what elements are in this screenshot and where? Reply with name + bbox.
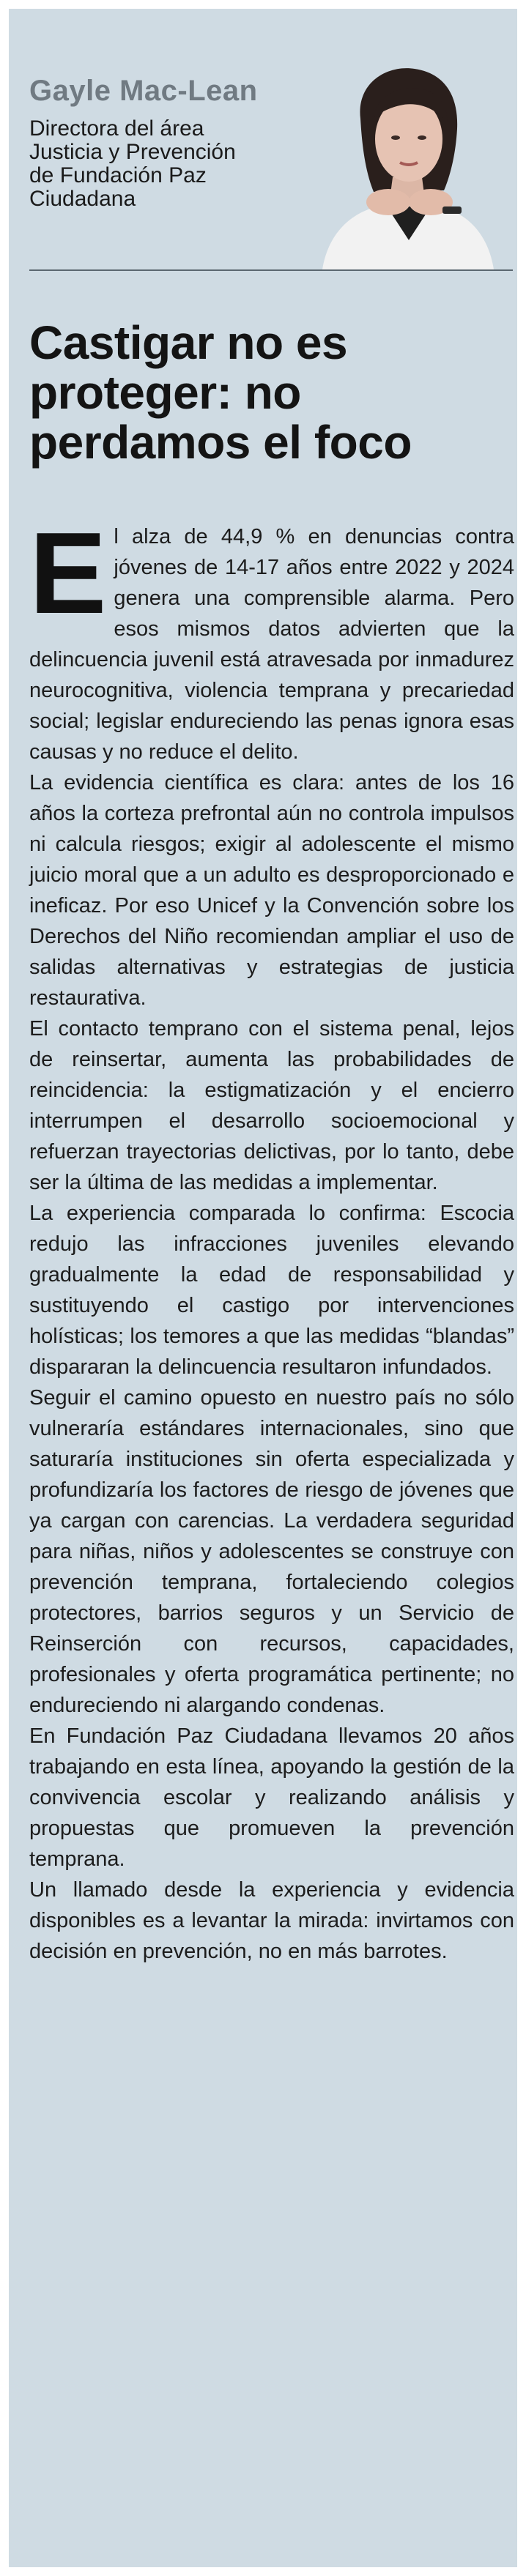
paragraph-2: La evidencia científica es clara: antes de los 16 años la corteza prefrontal aún no controla impulsos ni calcula riesgos; exigir al adolescente el mismo juicio moral que a un adulto es desproporcionado e ineficaz. Por eso Unicef y la Convención sobre los Derechos del Niño recomiendan ampliar el uso de salidas alternativas y estrategias de justicia restaurativa. xyxy=(29,771,514,1010)
paragraph-5: Seguir el camino opuesto en nuestro país no sólo vulneraría estándares internacionales, sino que saturaría instituciones sin oferta especializada y profundizaría los factores de riesgo de jóvenes que ya cargan con carencias. La verdadera seguridad para niñas, niños y adolescentes se construye con prevención temprana, fortaleciendo colegios protectores, barrios seguros y un Servicio de Reinserción con recursos, capacidades, profesionales y oferta programática pertinente; no endureciendo ni alargando condenas. xyxy=(29,1386,514,1717)
paragraph-6: En Fundación Paz Ciudadana llevamos 20 años trabajando en esta línea, apoyando la gestión de la convivencia escolar y realizando análisis y propuestas que promueven la prevención temprana. xyxy=(29,1724,514,1871)
author-role: Directora del área Justicia y Prevención de Fundación Paz Ciudadana xyxy=(29,116,236,211)
author-photo xyxy=(293,67,513,269)
paragraph-1 xyxy=(29,509,514,767)
paragraph-7: Un llamado desde la experiencia y evidencia disponibles es a levantar la mirada: invirtamos con decisión en prevención, no en más barrotes. xyxy=(29,1878,514,1963)
header-divider xyxy=(29,269,513,271)
paragraph-4: La experiencia comparada lo confirma: Escocia redujo las infracciones juveniles elevando gradualmente la edad de responsabilidad y sustituyendo el castigo por intervenciones holísticas; los temores a que las medidas “blandas” dispararan la delincuencia resultaron infundados. xyxy=(29,1202,514,1379)
paragraph-3: El contacto temprano con el sistema penal, lejos de reinsertar, aumenta las probabilidades de reincidencia: la estigmatización y el encierro interrumpen el desarrollo socioemocional y refuerzan trayectorias delictivas, por lo tanto, debe ser la última de las medidas a implementar. xyxy=(29,1017,514,1194)
headline: Castigar no es proteger: no perdamos el foco xyxy=(29,316,412,469)
author-portrait-image xyxy=(293,67,513,269)
paragraph-text: l alza de 44,9 % en denuncias contra jóvenes de 14-17 años entre 2022 y 2024 genera una comprensible alarma. Pero esos mismos datos advierten que la delincuencia juvenil está atravesada por inmadurez neurocognitiva, violencia temprana y precariedad social; legislar endureciendo las penas ignora esas causas y no reduce el delito. xyxy=(29,525,514,764)
opinion-column xyxy=(9,9,517,2567)
author-name: Gayle Mac-Lean xyxy=(29,75,258,107)
dropcap-letter: E xyxy=(29,509,107,638)
article-body xyxy=(29,509,514,1967)
author-block xyxy=(29,75,308,211)
